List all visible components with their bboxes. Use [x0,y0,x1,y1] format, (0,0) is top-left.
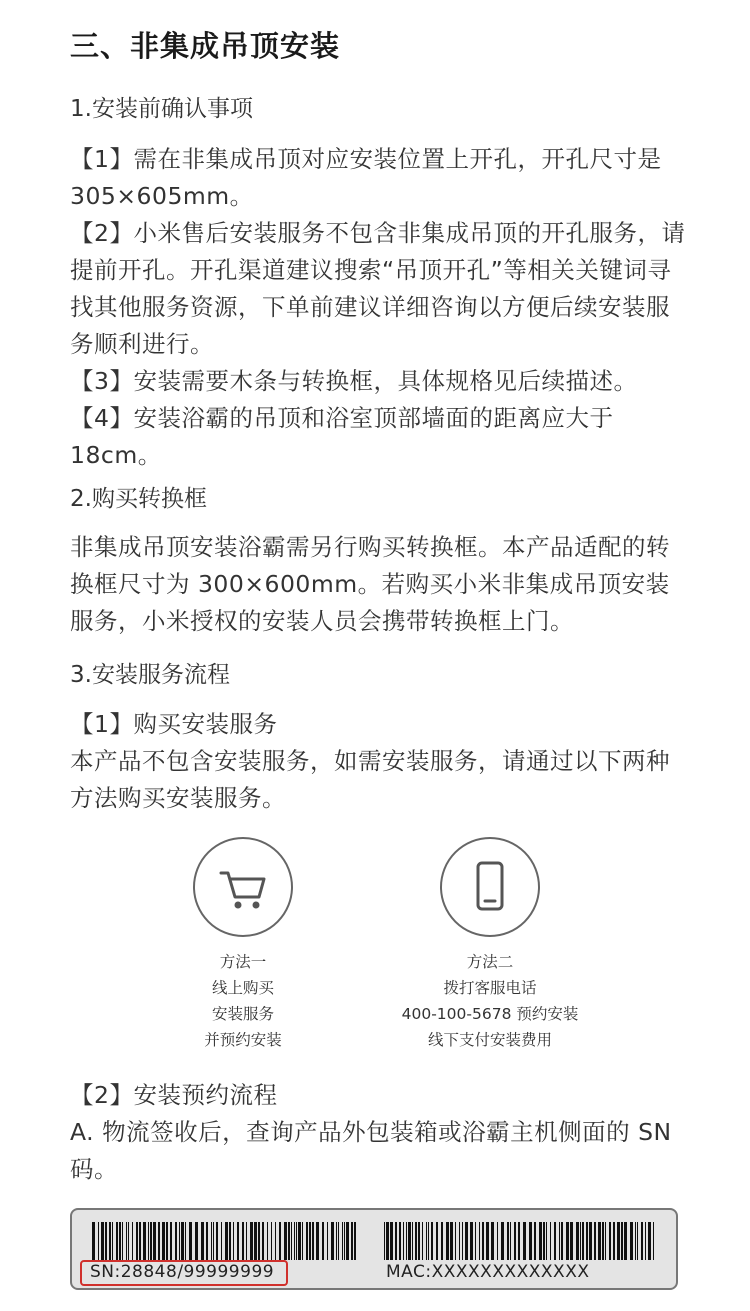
barcode-bar [554,1222,556,1260]
barcode-bar [635,1222,636,1260]
barcode-bar [105,1222,107,1260]
barcode-bar [441,1222,443,1260]
heading-pre-install: 1.安装前确认事项 [70,96,253,122]
barcode-bar [559,1222,560,1260]
barcode-bar [116,1222,118,1260]
barcode-bar [491,1222,494,1260]
method-line: 拨打客服电话 [443,979,537,997]
list-item: 【2】小米售后安装服务不包含非集成吊顶的开孔服务，请提前开孔。开孔渠道建议搜索“吊顶开孔”等相关关键词寻找其他服务资源，下单前建议详细咨询以方便后续安装服务顺利进行。 [70,219,686,358]
sn-code: SN:28848/99999999 [90,1262,275,1282]
barcode-bar [450,1222,453,1260]
barcode-bar [166,1222,168,1260]
step2-text: A. 物流签收后，查询产品外包装箱或浴霸主机侧面的 SN 码。 [70,1118,672,1183]
barcode-bar [399,1222,401,1260]
barcode-bar [342,1222,343,1260]
barcode-bar [254,1222,257,1260]
barcode-bar [507,1222,509,1260]
barcode-bar [346,1222,349,1260]
barcode-bar [436,1222,438,1260]
barcode-bar [288,1222,290,1260]
step1-title: 【1】购买安装服务 [70,710,278,738]
barcode-bar [189,1222,192,1260]
barcode-bar [621,1222,623,1260]
barcode-bar [306,1222,308,1260]
barcode-bar [258,1222,260,1260]
barcode-bar [518,1222,520,1260]
barcode-bar [497,1222,498,1260]
barcode-bar [206,1222,208,1260]
barcode-bar [275,1222,276,1260]
barcode-bar [459,1222,460,1260]
barcode-bar [262,1222,264,1260]
barcode-bar [395,1222,397,1260]
barcode-bar [580,1222,581,1260]
barcode-bar [589,1222,592,1260]
list-item: 【3】安装需要木条与转换框，具体规格见后续描述。 [70,367,638,395]
barcode-bar [354,1222,356,1260]
barcode-bar [312,1222,314,1260]
method-line: 线上购买 [211,979,274,997]
barcode-bar [602,1222,604,1260]
barcode-bar [279,1222,281,1260]
barcode-bar [408,1222,411,1260]
barcode-bar [185,1222,186,1260]
barcode-bar [412,1222,413,1260]
barcode-bar [139,1222,141,1260]
barcode-bar [101,1222,104,1260]
barcode-bar [386,1222,389,1260]
method-line: 方法二 [466,953,514,971]
barcode-bar [229,1222,231,1260]
barcode-bar [609,1222,611,1260]
barcode-bar [543,1222,545,1260]
list-item: 【1】需在非集成吊顶对应安装位置上开孔，开孔尺寸是 305×605mm。 [70,145,662,210]
barcode-bar [594,1222,596,1260]
barcode-bar [242,1222,244,1260]
barcode-bar [406,1222,407,1260]
barcode-bar [351,1222,353,1260]
barcode-bar [570,1222,573,1260]
barcode-bar [336,1222,337,1260]
barcode-bar [250,1222,253,1260]
barcode-bar [132,1222,133,1260]
barcode-bar [216,1222,218,1260]
barcode-right [384,1222,654,1260]
barcode-bar [617,1222,620,1260]
barcode-bar [225,1222,228,1260]
barcode-bar [431,1222,433,1260]
barcode-bar [296,1222,297,1260]
barcode-bar [284,1222,287,1260]
barcode-bar [162,1222,165,1260]
barcode-bar [109,1222,111,1260]
method-online [133,837,353,1053]
barcode-bar [482,1222,484,1260]
barcode-bar [302,1222,303,1260]
barcode-bar [550,1222,551,1260]
step1-text: 本产品不包含安装服务，如需安装服务，请通过以下两种方法购买安装服务。 [70,747,670,812]
barcode-bar [158,1222,160,1260]
step2-block [70,1077,690,1188]
method-phone [380,837,600,1053]
barcode-bar [514,1222,516,1260]
barcode-bar [221,1222,222,1260]
barcode-bar [390,1222,393,1260]
barcode-bar [175,1222,177,1260]
barcode-bar [195,1222,198,1260]
barcode-bar [598,1222,601,1260]
shopping-cart-icon [193,837,293,937]
barcode-bar [529,1222,532,1260]
barcode-bar [98,1222,99,1260]
barcode-bar [546,1222,547,1260]
barcode-bar [561,1222,563,1260]
barcode-bar [122,1222,123,1260]
barcode-bar [384,1222,385,1260]
barcode-bar [136,1222,138,1260]
barcode-bar [338,1222,339,1260]
heading-buy-frame: 2.购买转换框 [70,486,207,512]
pre-install-list [70,141,690,474]
barcode-bar [179,1222,180,1260]
barcode-bar [403,1222,404,1260]
barcode-bar [143,1222,146,1260]
section-title: 三、非集成吊顶安装 [70,29,341,63]
barcode-bar [479,1222,480,1260]
mac-code: MAC:XXXXXXXXXXXXX [386,1262,590,1282]
barcode-bar [486,1222,489,1260]
barcode-bar [211,1222,212,1260]
barcode-bar [201,1222,204,1260]
barcode-bar [470,1222,473,1260]
method-line: 方法一 [219,953,267,971]
barcode-bar [150,1222,152,1260]
barcode-bar [267,1222,268,1260]
barcode-bar [637,1222,638,1260]
barcode-bar [605,1222,606,1260]
barcode-bar [316,1222,319,1260]
mobile-phone-icon [440,837,540,937]
barcode-bar [112,1222,113,1260]
barcode-bar [422,1222,423,1260]
barcode-bar [294,1222,295,1260]
barcode-bar [119,1222,121,1260]
barcode-bar [181,1222,184,1260]
method-online-lines [133,949,353,1053]
step2-title: 【2】安装预约流程 [70,1081,278,1109]
barcode-bar [327,1222,328,1260]
barcode-bar [426,1222,427,1260]
barcode-bar [475,1222,476,1260]
barcode-bar [126,1222,127,1260]
barcode-bar [462,1222,463,1260]
method-line: 线下支付安装费用 [427,1031,552,1049]
barcode-bar [170,1222,172,1260]
step1-block [70,706,690,817]
barcode-bar [648,1222,651,1260]
barcode-bar [455,1222,456,1260]
barcode-bar [586,1222,588,1260]
barcode-bar [298,1222,301,1260]
barcode-bar [246,1222,247,1260]
barcode-bar [653,1222,654,1260]
barcode-bar [418,1222,420,1260]
barcode-bar [523,1222,526,1260]
barcode-bar [539,1222,542,1260]
barcode-bar [630,1222,633,1260]
barcode-bar [415,1222,417,1260]
method-phone-lines [380,949,600,1053]
method-line: 400-100-5678 预约安装 [401,1005,579,1023]
barcode-bar [344,1222,345,1260]
barcode-bar [271,1222,272,1260]
barcode-bar [331,1222,334,1260]
barcode-left [92,1222,356,1260]
barcode-bar [148,1222,149,1260]
barcode-bar [309,1222,311,1260]
barcode-bar [534,1222,536,1260]
barcode-bar [428,1222,429,1260]
barcode-bar [641,1222,643,1260]
barcode-bar [582,1222,584,1260]
method-line: 并预约安装 [204,1031,282,1049]
barcode-bar [92,1222,95,1260]
method-line: 安装服务 [211,1005,274,1023]
buy-frame-text: 非集成吊顶安装浴霸需另行购买转换框。本产品适配的转换框尺寸为 300×600mm。若购买小米非集成吊顶安装服务，小米授权的安装人员会携带转换框上门。 [70,533,670,635]
barcode-bar [566,1222,569,1260]
barcode-bar [213,1222,214,1260]
barcode-bar [322,1222,324,1260]
barcode-bar [153,1222,156,1260]
barcode-bar [237,1222,239,1260]
barcode-bar [291,1222,292,1260]
barcode-bar [624,1222,627,1260]
list-item: 【4】安装浴霸的吊顶和浴室顶部墙面的距离应大于18cm。 [70,404,614,469]
heading-service-flow: 3.安装服务流程 [70,662,230,688]
barcode-bar [446,1222,449,1260]
barcode-bar [128,1222,129,1260]
product-label [70,1208,678,1290]
barcode-bar [465,1222,468,1260]
barcode-bar [613,1222,615,1260]
barcode-bar [510,1222,511,1260]
barcode-bar [576,1222,579,1260]
barcode-bar [645,1222,646,1260]
barcode-bar [501,1222,504,1260]
barcode-bar [233,1222,234,1260]
